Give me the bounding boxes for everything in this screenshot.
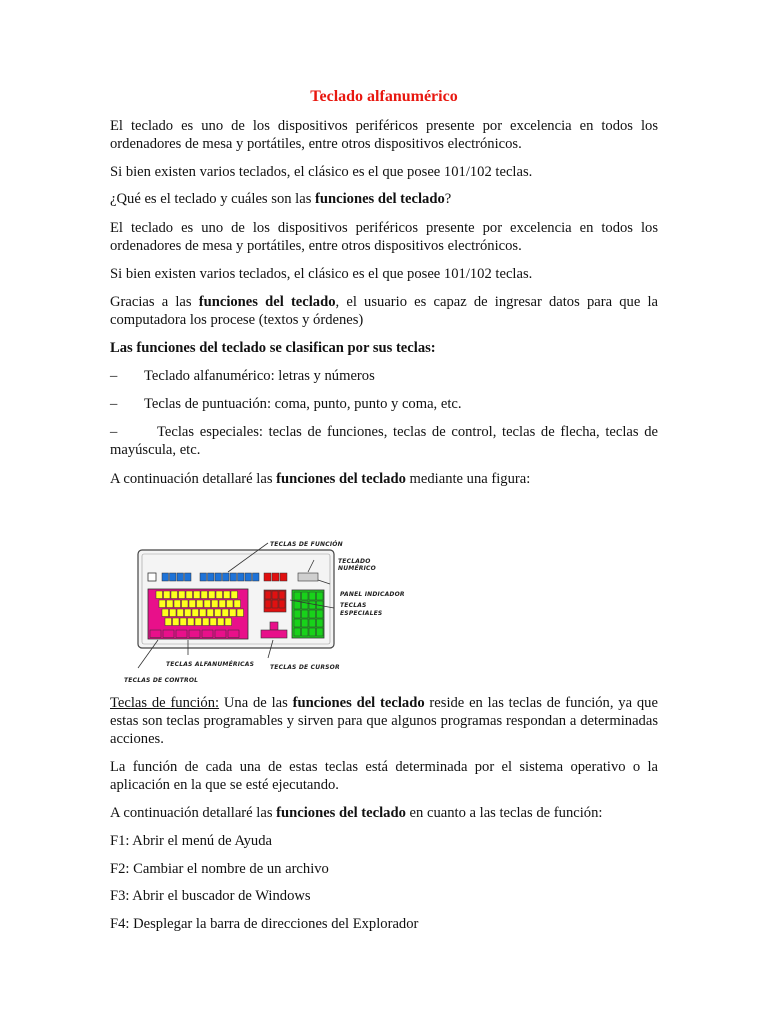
letter-key: [156, 591, 163, 599]
numeric-key: [294, 601, 301, 609]
function-key: [185, 573, 192, 581]
numeric-key: [294, 619, 301, 627]
letter-key: [173, 618, 180, 626]
letter-key: [210, 618, 217, 626]
numeric-key: [309, 601, 316, 609]
function-key: [177, 573, 184, 581]
function-key: [238, 573, 245, 581]
function-key: [245, 573, 252, 581]
numeric-key: [294, 610, 301, 618]
control-key: [215, 630, 226, 638]
list-item-f3: F3: Abrir el buscador de Windows: [110, 888, 311, 904]
letter-key: [224, 591, 231, 599]
letter-key: [186, 591, 193, 599]
letter-key: [179, 591, 186, 599]
letter-key: [180, 618, 187, 626]
letter-key: [162, 609, 169, 617]
letter-key: [227, 600, 234, 608]
numeric-key: [309, 619, 316, 627]
letter-key: [185, 609, 192, 617]
keyboard-figure: [118, 530, 418, 682]
function-key: [208, 573, 215, 581]
alphanumeric-keys: [150, 591, 244, 638]
letter-key: [192, 609, 199, 617]
letter-key: [170, 609, 177, 617]
function-key: [200, 573, 207, 581]
list-item-f1: F1: Abrir el menú de Ayuda: [110, 833, 273, 849]
label-teclas-de-cursor: TECLAS DE CURSOR: [270, 664, 340, 671]
numeric-key: [317, 628, 324, 636]
letter-key: [212, 600, 219, 608]
numeric-key: [302, 619, 309, 627]
letter-key: [207, 609, 214, 617]
control-key: [228, 630, 239, 638]
letter-key: [189, 600, 196, 608]
letter-key: [195, 618, 202, 626]
label-teclas-de-control: TECLAS DE CONTROL: [124, 677, 199, 684]
paragraph-11: A continuación detallaré las funciones del teclado en cuanto a las teclas de función:: [110, 805, 603, 821]
paragraph-10: La función de cada una de estas teclas está determinada por el sistema operativo o la aplicación en la que se esté ejecutando.: [110, 759, 658, 793]
paragraph-8: A continuación detallaré las funciones del teclado mediante una figura:: [110, 471, 531, 487]
letter-key: [204, 600, 211, 608]
numeric-key: [309, 628, 316, 636]
numeric-key: [302, 628, 309, 636]
letter-key: [200, 609, 207, 617]
letter-key: [203, 618, 210, 626]
function-keys: [162, 573, 287, 581]
special-top-key: [280, 573, 287, 581]
numeric-key: [317, 619, 324, 627]
letter-key: [234, 600, 241, 608]
control-key: [163, 630, 174, 638]
numeric-key: [302, 610, 309, 618]
paragraph-7-heading: Las funciones del teclado se clasifican por sus teclas:: [110, 340, 436, 356]
esc-key: [148, 573, 156, 581]
label-teclas-de-funcion: TECLAS DE FUNCIÓN: [270, 541, 343, 548]
letter-key: [197, 600, 204, 608]
function-key: [230, 573, 237, 581]
special-key: [265, 600, 271, 608]
letter-key: [165, 618, 172, 626]
letter-key: [218, 618, 225, 626]
paragraph-3: ¿Qué es el teclado y cuáles son las funciones del teclado?: [110, 191, 452, 207]
letter-key: [194, 591, 201, 599]
paragraph-9: Teclas de función: Una de las funciones del teclado reside en las teclas de función, ya que estas son teclas programables y sirven para que algunos programas respondan a determinadas acciones.: [110, 695, 658, 747]
numeric-key: [302, 592, 309, 600]
bullet-item: – Teclas de puntuación: coma, punto, punto y coma, etc.: [110, 396, 462, 412]
function-key: [215, 573, 222, 581]
letter-key: [222, 609, 229, 617]
special-key: [279, 600, 285, 608]
special-top-key: [264, 573, 271, 581]
paragraph-2: Si bien existen varios teclados, el clásico es el que posee 101/102 teclas.: [110, 164, 533, 180]
letter-key: [209, 591, 216, 599]
label-teclado-numerico: TECLADO NUMÉRICO: [338, 558, 376, 572]
numeric-key: [294, 592, 301, 600]
numeric-key: [309, 592, 316, 600]
letter-key: [215, 609, 222, 617]
special-top-key: [272, 573, 279, 581]
letter-key: [188, 618, 195, 626]
letter-key: [225, 618, 232, 626]
letter-key: [167, 600, 174, 608]
numeric-key: [309, 610, 316, 618]
bullet-item: – Teclas especiales: teclas de funciones, teclas de control, teclas de flecha, teclas de mayúscula, etc.: [110, 424, 658, 458]
paragraph-1: El teclado es uno de los dispositivos periféricos presente por excelencia en todos los ordenadores de mesa y portátiles, entre otros dispositivos electrónicos.: [110, 118, 658, 152]
letter-key: [216, 591, 223, 599]
letter-key: [182, 600, 189, 608]
numeric-key: [317, 592, 324, 600]
function-key: [223, 573, 230, 581]
list-item-f4: F4: Desplegar la barra de direcciones del Explorador: [110, 916, 419, 932]
letter-key: [174, 600, 181, 608]
paragraph-5: Si bien existen varios teclados, el clásico es el que posee 101/102 teclas.: [110, 266, 533, 282]
function-key: [162, 573, 169, 581]
special-key: [279, 591, 285, 599]
special-key: [272, 591, 278, 599]
label-panel-indicador: PANEL INDICADOR: [340, 591, 405, 598]
letter-key: [219, 600, 226, 608]
control-key: [176, 630, 187, 638]
numeric-key: [317, 610, 324, 618]
label-teclas-especiales: TECLAS ESPECIALES: [340, 602, 383, 617]
paragraph-4: El teclado es uno de los dispositivos periféricos presente por excelencia en todos los ordenadores de mesa y portátiles, entre otros dispositivos electrónicos.: [110, 220, 658, 254]
letter-key: [164, 591, 171, 599]
function-key: [170, 573, 177, 581]
page-title: Teclado alfanumérico: [310, 88, 458, 105]
cursor-keys: [261, 630, 287, 638]
control-key: [202, 630, 213, 638]
paragraph-6: Gracias a las funciones del teclado, el usuario es capaz de ingresar datos para que la computadora los procese (textos y órdenes): [110, 294, 658, 328]
function-key: [253, 573, 260, 581]
letter-key: [231, 591, 238, 599]
special-key: [272, 600, 278, 608]
label-teclas-alfanumericas: TECLAS ALFANUMÉRICAS: [166, 661, 255, 668]
letter-key: [159, 600, 166, 608]
control-key: [189, 630, 200, 638]
letter-key: [230, 609, 237, 617]
letter-key: [177, 609, 184, 617]
numeric-key: [294, 628, 301, 636]
list-item-f2: F2: Cambiar el nombre de un archivo: [110, 861, 329, 877]
special-key: [265, 591, 271, 599]
letter-key: [201, 591, 208, 599]
control-key: [150, 630, 161, 638]
bullet-item: – Teclado alfanumérico: letras y números: [110, 368, 375, 384]
cursor-key: [270, 622, 278, 630]
letter-key: [237, 609, 244, 617]
letter-key: [171, 591, 178, 599]
